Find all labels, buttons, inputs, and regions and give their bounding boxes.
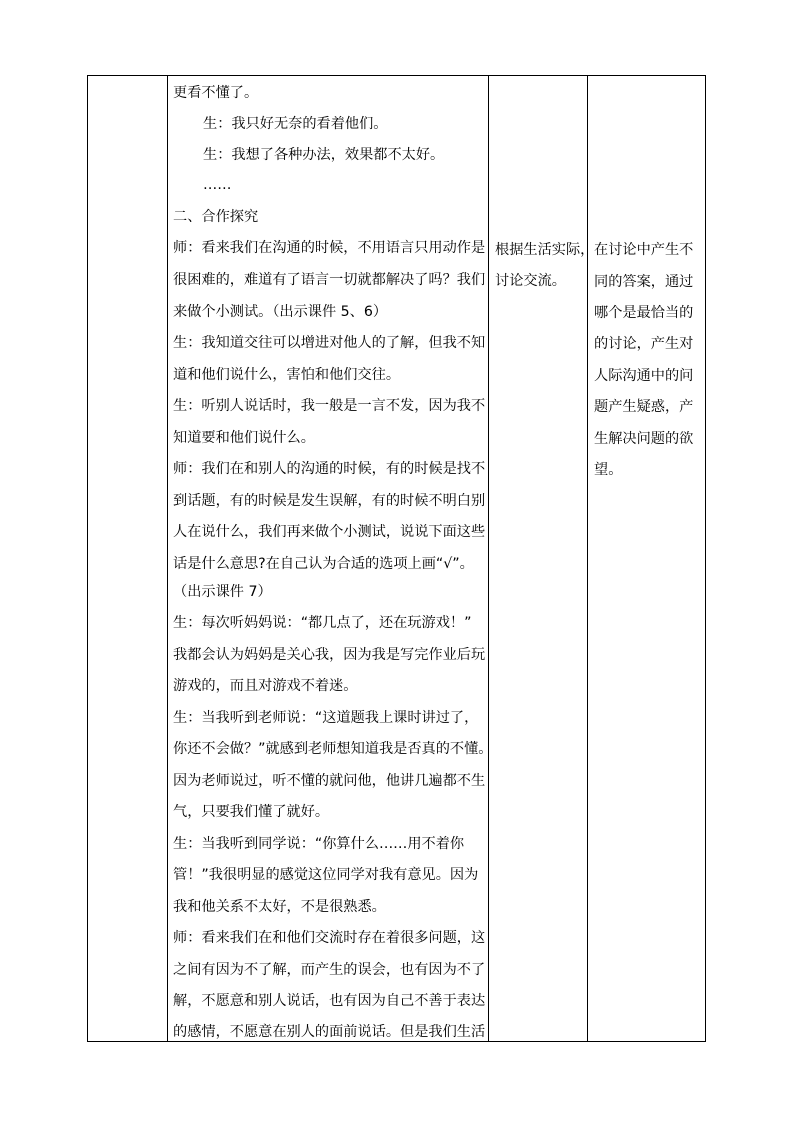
text-line: 生：当我听到同学说：“你算什么……用不着你 — [173, 836, 465, 852]
text-line: 生：我只好无奈的看着他们。 — [203, 116, 388, 132]
text-line: 因为老师说过，听不懂的就问他，他讲几遍都不生 — [173, 773, 486, 789]
text-line: 知道要和他们说什么。 — [173, 430, 315, 446]
text-line: 解，不愿意和别人说话，也有因为自己不善于表达 — [173, 993, 486, 1009]
text-line: 到话题，有的时候是发生误解，有的时候不明白别 — [173, 493, 486, 509]
text-line: 生解决问题的欲 — [594, 431, 694, 447]
text-line: 题产生疑惑，产 — [594, 399, 694, 415]
text-line: 哪个是最恰当的 — [594, 305, 694, 321]
text-line: 师：看来我们在沟通的时候，不用语言只用动作是 — [173, 240, 486, 256]
text-line: 话是什么意思?在自己认为合适的选项上画“√”。 — [173, 556, 474, 572]
text-line: 游戏的，而且对游戏不着迷。 — [173, 678, 358, 694]
text-line: 生：听别人说话时，我一般是一言不发，因为我不 — [173, 398, 486, 414]
text-line: 我都会认为妈妈是关心我，因为我是写完作业后玩 — [173, 647, 486, 663]
text-line: 讨论交流。 — [495, 273, 566, 289]
text-line: 之间有因为不了解，而产生的误会，也有因为不了 — [173, 962, 486, 978]
text-line: 同的答案，通过 — [594, 274, 694, 290]
text-line: …… — [203, 177, 232, 193]
section-heading: 二、合作探究 — [173, 209, 259, 225]
text-line: 气，只要我们懂了就好。 — [173, 804, 330, 820]
text-line: （出示课件 7） — [173, 584, 272, 600]
text-line: 生：当我听到老师说：“这道题我上课时讲过了， — [173, 710, 479, 726]
text-line: 师：看来我们在和他们交流时存在着很多问题，这 — [173, 930, 486, 946]
column-divider — [587, 76, 588, 1041]
text-line: 人在说什么，我们再来做个小测试，说说下面这些 — [173, 524, 486, 540]
text-line: 根据生活实际， — [495, 242, 595, 258]
lesson-table — [87, 75, 706, 1042]
text-line: 来做个小测试。（出示课件 5、6） — [173, 304, 388, 320]
text-line: 的讨论，产生对 — [594, 336, 694, 352]
text-line: 更看不懂了。 — [173, 85, 259, 101]
text-line: 生：我想了各种办法，效果都不太好。 — [203, 147, 445, 163]
text-line: 生：每次听妈妈说：“都几点了，还在玩游戏！” — [173, 615, 472, 631]
text-line: 生：我知道交往可以增进对他人的了解，但我不知 — [173, 335, 486, 351]
text-line: 道和他们说什么，害怕和他们交往。 — [173, 367, 401, 383]
text-line: 管！”我很明显的感觉这位同学对我有意见。因为 — [173, 867, 479, 883]
text-line: 很困难的，难道有了语言一切就都解决了吗？我们 — [173, 272, 486, 288]
text-line: 我和他关系不太好，不是很熟悉。 — [173, 899, 386, 915]
column-divider — [167, 76, 168, 1041]
text-line: 在讨论中产生不 — [594, 242, 694, 258]
text-line: 你还不会做？”就感到老师想知道我是否真的不懂。 — [173, 741, 493, 757]
text-line: 望。 — [594, 462, 623, 478]
text-line: 的感情，不愿意在别人的面前说话。但是我们生活 — [173, 1024, 486, 1040]
column-divider — [488, 76, 489, 1041]
text-line: 师：我们在和别人的沟通的时候，有的时候是找不 — [173, 461, 486, 477]
text-line: 人际沟通中的问 — [594, 368, 694, 384]
